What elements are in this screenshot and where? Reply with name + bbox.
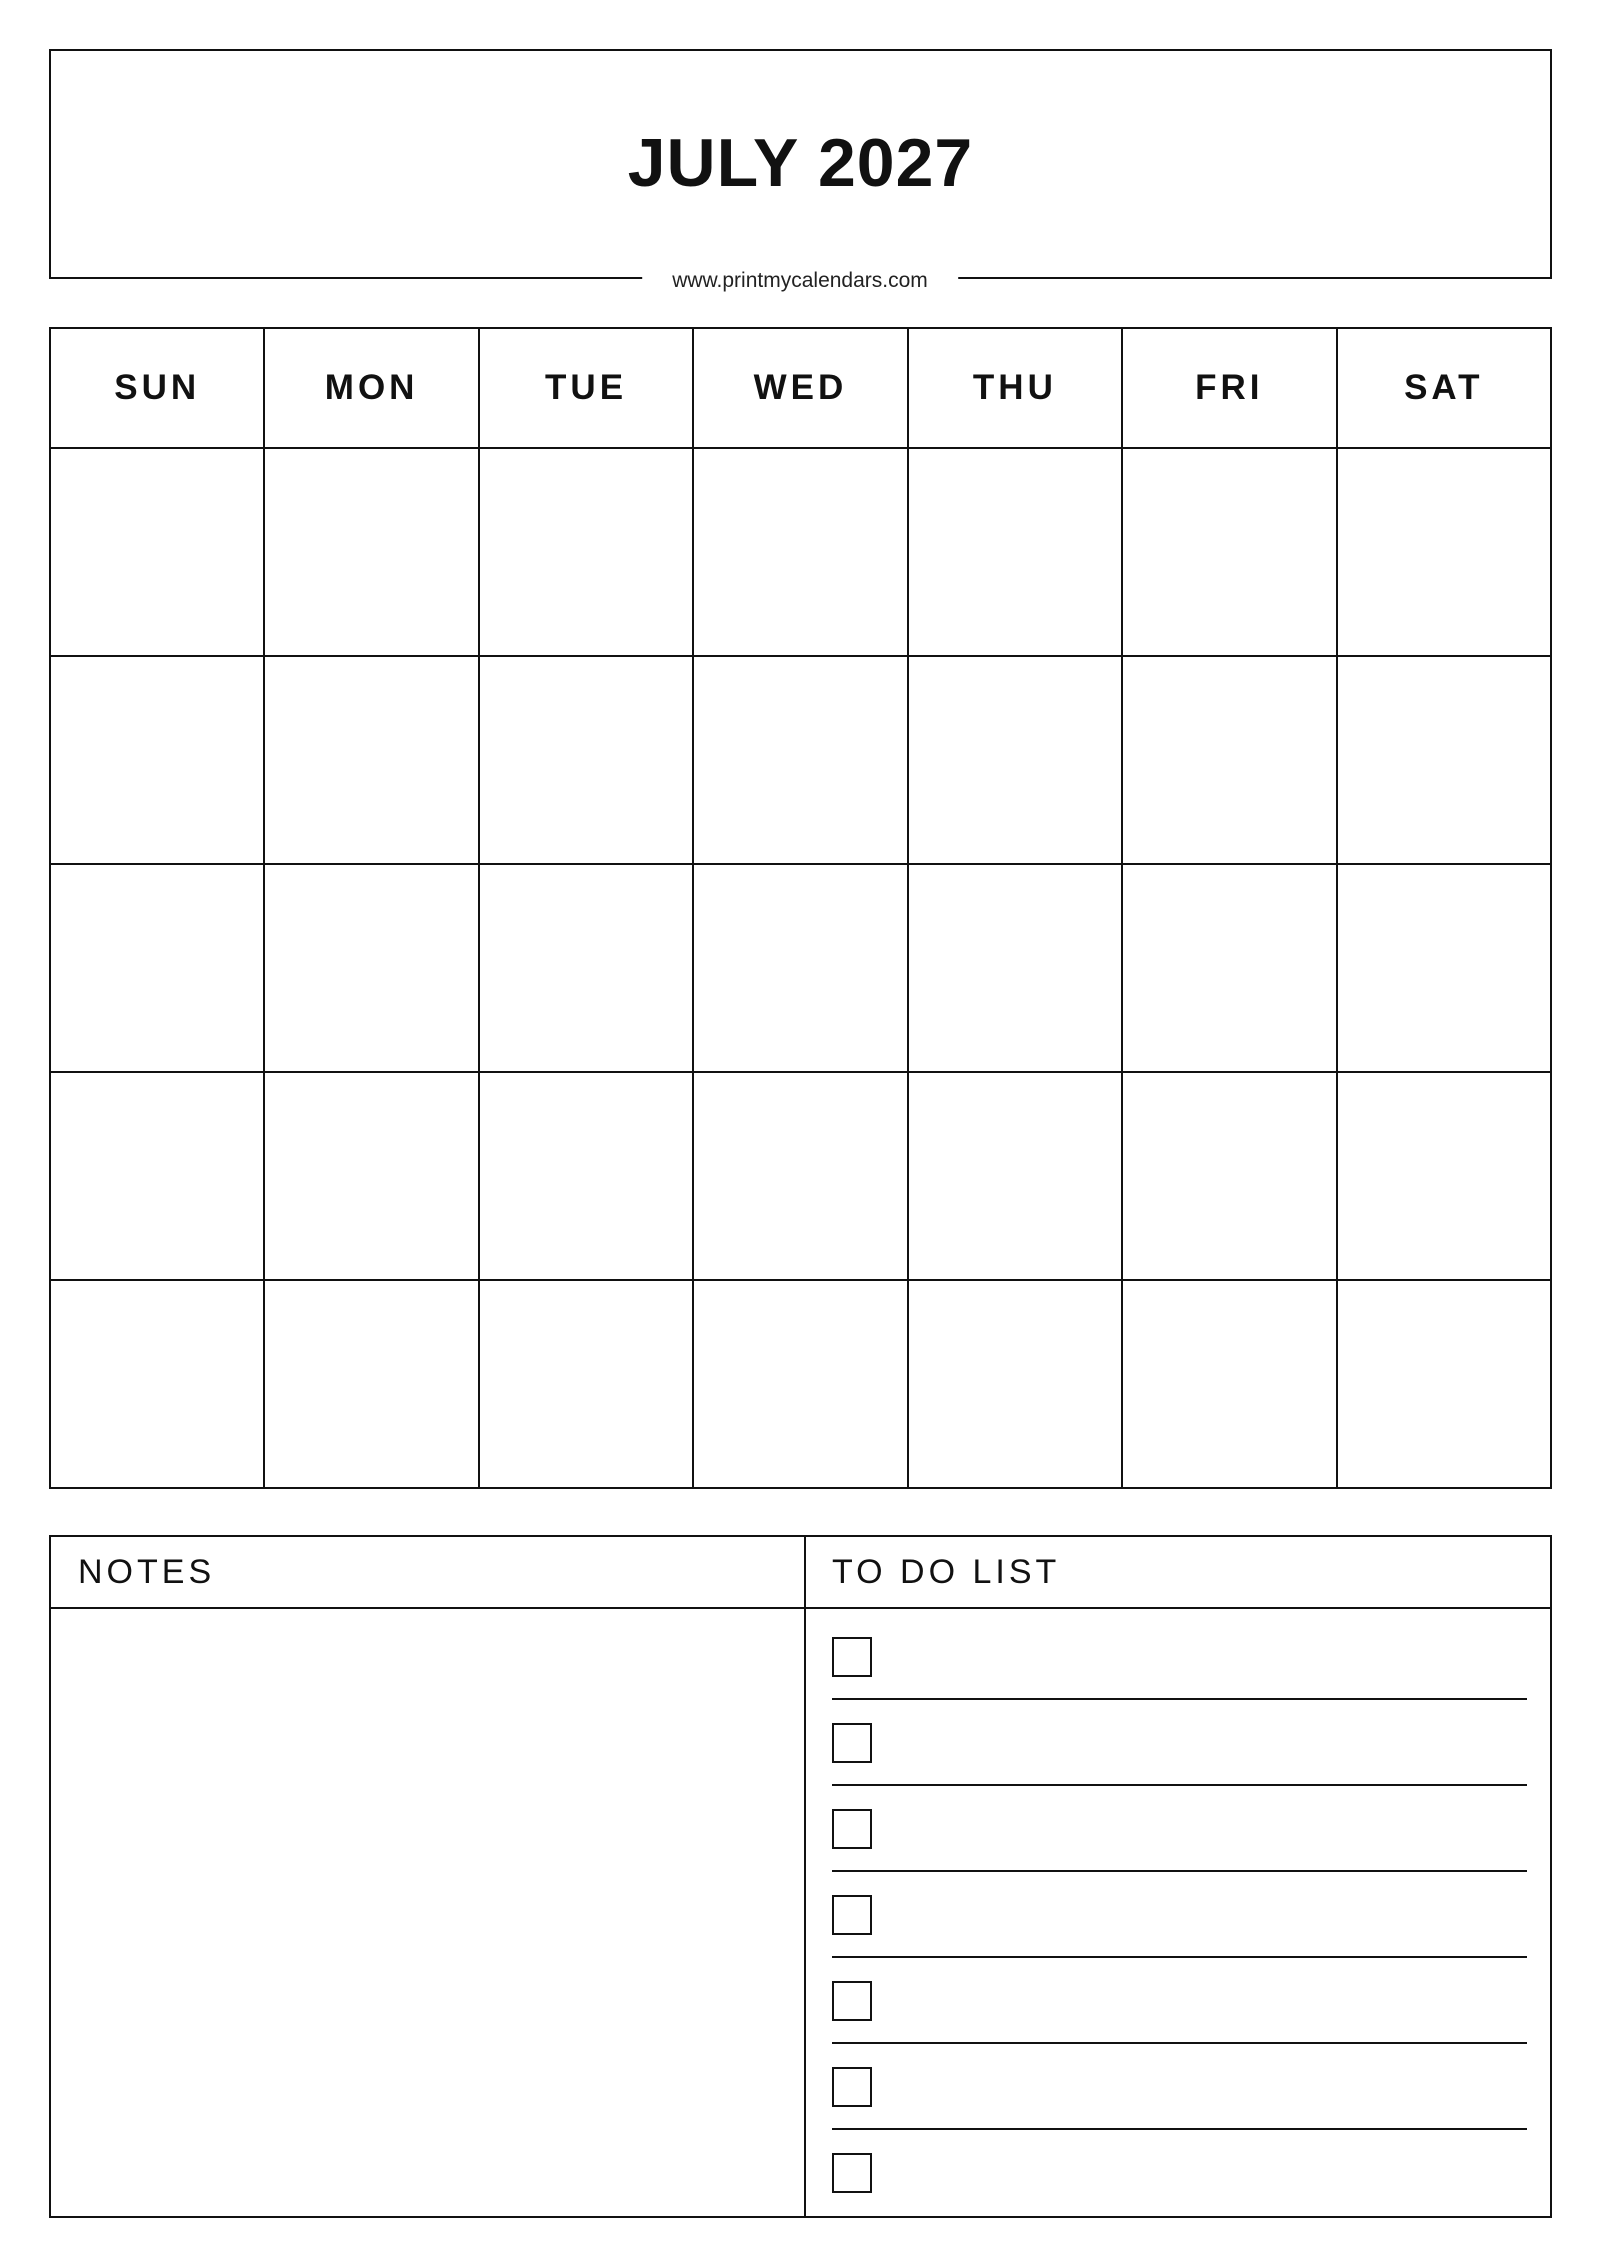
day-cell[interactable] — [264, 1072, 478, 1280]
todo-write-line[interactable] — [832, 1870, 1527, 1872]
day-cell[interactable] — [693, 656, 907, 864]
day-cell[interactable] — [50, 1072, 264, 1280]
weekday-mon: MON — [264, 328, 478, 448]
todo-write-line[interactable] — [832, 1784, 1527, 1786]
page-title: JULY 2027 — [627, 125, 974, 201]
weekday-tue: TUE — [479, 328, 693, 448]
day-cell[interactable] — [264, 864, 478, 1072]
week-row — [50, 1280, 1551, 1488]
weekday-header-row — [50, 328, 1551, 448]
day-cell[interactable] — [1337, 864, 1551, 1072]
day-cell[interactable] — [1122, 1280, 1336, 1488]
todo-checkbox[interactable] — [832, 1637, 872, 1677]
todo-item — [832, 1809, 1527, 1895]
notes-label: NOTES — [78, 1553, 216, 1591]
todo-checkbox[interactable] — [832, 1809, 872, 1849]
website-url: www.printmycalendars.com — [642, 268, 958, 294]
day-cell[interactable] — [264, 656, 478, 864]
day-cell[interactable] — [693, 1072, 907, 1280]
day-cell[interactable] — [479, 656, 693, 864]
day-cell[interactable] — [908, 1280, 1122, 1488]
todo-checkbox[interactable] — [832, 2067, 872, 2107]
day-cell[interactable] — [264, 448, 478, 656]
todo-item — [832, 1895, 1527, 1981]
day-cell[interactable] — [50, 864, 264, 1072]
calendar-weeks — [50, 448, 1551, 1488]
todo-checkbox[interactable] — [832, 1895, 872, 1935]
week-row — [50, 656, 1551, 864]
todo-list — [832, 1637, 1527, 2239]
day-cell[interactable] — [1337, 1072, 1551, 1280]
calendar-grid — [49, 327, 1552, 1489]
day-cell[interactable] — [1122, 1072, 1336, 1280]
panel-divider — [804, 1537, 806, 2216]
week-row — [50, 864, 1551, 1072]
day-cell[interactable] — [693, 448, 907, 656]
day-cell[interactable] — [908, 448, 1122, 656]
todo-write-line[interactable] — [832, 2128, 1527, 2130]
todo-item — [832, 2067, 1527, 2153]
day-cell[interactable] — [1337, 1280, 1551, 1488]
day-cell[interactable] — [50, 1280, 264, 1488]
todo-write-line[interactable] — [832, 1956, 1527, 1958]
day-cell[interactable] — [693, 864, 907, 1072]
todo-checkbox[interactable] — [832, 1981, 872, 2021]
title-box — [49, 49, 1552, 279]
weekday-wed: WED — [693, 328, 907, 448]
todo-write-line[interactable] — [832, 2042, 1527, 2044]
day-cell[interactable] — [479, 1072, 693, 1280]
weekday-thu: THU — [908, 328, 1122, 448]
week-row — [50, 1072, 1551, 1280]
todo-item — [832, 1723, 1527, 1809]
weekday-fri: FRI — [1122, 328, 1336, 448]
todo-item — [832, 2153, 1527, 2239]
todo-write-line[interactable] — [832, 1698, 1527, 1700]
weekday-sat: SAT — [1337, 328, 1551, 448]
todo-item — [832, 1637, 1527, 1723]
todo-item — [832, 1981, 1527, 2067]
day-cell[interactable] — [1337, 448, 1551, 656]
day-cell[interactable] — [264, 1280, 478, 1488]
day-cell[interactable] — [1122, 448, 1336, 656]
weekday-sun: SUN — [50, 328, 264, 448]
day-cell[interactable] — [1122, 656, 1336, 864]
day-cell[interactable] — [479, 864, 693, 1072]
day-cell[interactable] — [908, 656, 1122, 864]
panel-header-divider — [51, 1607, 1550, 1609]
day-cell[interactable] — [50, 656, 264, 864]
day-cell[interactable] — [1337, 656, 1551, 864]
day-cell[interactable] — [1122, 864, 1336, 1072]
day-cell[interactable] — [479, 1280, 693, 1488]
todo-label: TO DO LIST — [832, 1553, 1061, 1591]
day-cell[interactable] — [479, 448, 693, 656]
day-cell[interactable] — [908, 864, 1122, 1072]
week-row — [50, 448, 1551, 656]
day-cell[interactable] — [50, 448, 264, 656]
notes-todo-panel — [49, 1535, 1552, 2218]
todo-checkbox[interactable] — [832, 2153, 872, 2193]
todo-checkbox[interactable] — [832, 1723, 872, 1763]
day-cell[interactable] — [693, 1280, 907, 1488]
day-cell[interactable] — [908, 1072, 1122, 1280]
